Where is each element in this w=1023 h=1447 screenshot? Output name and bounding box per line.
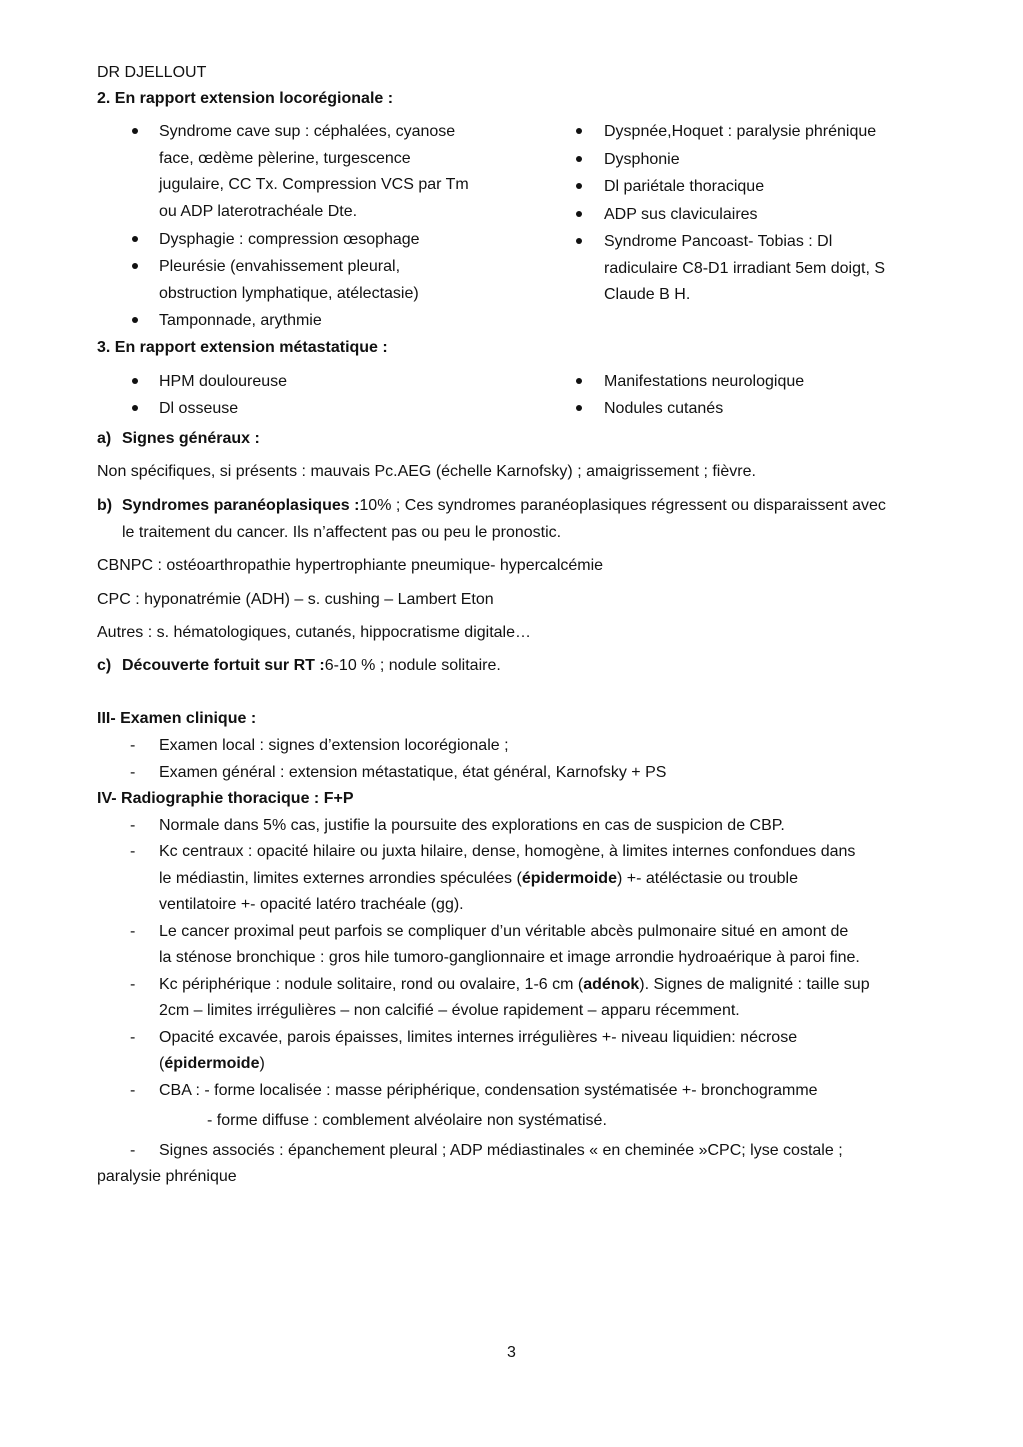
list-item-line: ou ADP laterotrachéale Dte. [159, 203, 358, 220]
dash-marker: - [130, 764, 136, 781]
text-run: Kc périphérique : nodule solitaire, rond ou ovalaire, 1-6 cm ( [159, 976, 584, 993]
list-item-line: ventilatoire +- opacité latéro trachéale (gg). [159, 896, 464, 913]
author-name: DR DJELLOUT [97, 64, 207, 81]
list-item-line: Syndrome Pancoast- Tobias : Dl [604, 233, 833, 250]
text-run: le médiastin, limites externes arrondies spéculées ( [159, 870, 522, 887]
list-item-line: jugulaire, CC Tx. Compression VCS par Tm [159, 176, 469, 193]
dash-marker: - [130, 976, 136, 993]
section-III-title: III- Examen clinique : [97, 710, 257, 727]
signes-generaux-text: Non spécifiques, si présents : mauvais Pc.AEG (échelle Karnofsky) ; amaigrissement ; fièvre. [97, 463, 756, 480]
list-item-line: Pleurésie (envahissement pleural, [159, 258, 401, 275]
list-item-line: ADP sus claviculaires [604, 206, 758, 223]
bullet-icon [576, 183, 582, 189]
dash-marker: - [130, 817, 136, 834]
dash-marker: - [130, 923, 136, 940]
paraneoplasic-text: 10% ; Ces syndromes paranéoplasiques régressent ou disparaissent avec [359, 497, 886, 514]
list-item-line: face, œdème pèlerine, turgescence [159, 150, 411, 167]
item-marker-a: a) [97, 430, 112, 447]
page-number: 3 [507, 1344, 516, 1361]
list-item-line: Dysphonie [604, 151, 680, 168]
section-3-title: 3. En rapport extension métastatique : [97, 339, 388, 356]
text-run: ) +- atéléctasie ou trouble [616, 870, 798, 887]
list-item: Nodules cutanés [604, 400, 724, 417]
bullet-icon [576, 238, 582, 244]
list-item: HPM douloureuse [159, 373, 288, 390]
list-item-line: radiculaire C8-D1 irradiant 5em doigt, S [604, 260, 886, 277]
list-item-line [159, 971, 870, 998]
list-item-line [159, 1050, 265, 1077]
dash-marker: - [130, 1082, 136, 1099]
list-item-line: paralysie phrénique [97, 1168, 237, 1185]
cpc-line: CPC : hyponatrémie (ADH) – s. cushing – Lambert Eton [97, 591, 494, 608]
section-2-title: 2. En rapport extension locorégionale : [97, 90, 394, 107]
bold-term: épidermoide [164, 1055, 260, 1072]
list-item-line: Dl pariétale thoracique [604, 178, 765, 195]
bullet-icon [576, 211, 582, 217]
list-item: Dl osseuse [159, 400, 239, 417]
list-item-line: Signes associés : épanchement pleural ; ADP médiastinales « en cheminée »CPC; lyse costale ; [159, 1142, 843, 1159]
list-item: Examen général : extension métastatique, état général, Karnofsky + PS [159, 764, 667, 781]
bold-term: adénok [583, 976, 640, 993]
list-item-line: la sténose bronchique : gros hile tumoro-ganglionnaire et image arrondie hydroaérique à paroi fine. [159, 949, 860, 966]
autres-line: Autres : s. hématologiques, cutanés, hippocratisme digitale… [97, 624, 532, 641]
list-item-line: Opacité excavée, parois épaisses, limites internes irrégulières +- niveau liquidien: nécrose [159, 1029, 798, 1046]
cbnpc-line: CBNPC : ostéoarthropathie hypertrophiante pneumique- hypercalcémie [97, 557, 604, 574]
list-item-line: Le cancer proximal peut parfois se compliquer d’un véritable abcès pulmonaire situé en amont de [159, 923, 849, 940]
dash-marker: - [130, 1029, 136, 1046]
bold-term: épidermoide [521, 870, 617, 887]
list-item-line: Kc centraux : opacité hilaire ou juxta hilaire, dense, homogène, à limites internes confondues dans [159, 843, 856, 860]
decouverte-paragraph [122, 652, 501, 679]
list-item-line: Claude B H. [604, 286, 691, 303]
list-item-line [159, 865, 798, 892]
bullet-icon [132, 236, 138, 242]
item-marker-c: c) [97, 657, 112, 674]
list-item-line: 2cm – limites irrégulières – non calcifié – évolue rapidement – apparu récemment. [159, 1002, 740, 1019]
paraneoplasic-text-line-2: le traitement du cancer. Ils n’affectent pas ou peu le pronostic. [122, 524, 562, 541]
list-item: Examen local : signes d’extension locorégionale ; [159, 737, 509, 754]
list-item: Manifestations neurologique [604, 373, 805, 390]
list-item-line: obstruction lymphatique, atélectasie) [159, 285, 419, 302]
bullet-icon [132, 128, 138, 134]
paraneoplasic-paragraph [122, 492, 886, 519]
list-item-line: Dyspnée,Hoquet : paralysie phrénique [604, 123, 877, 140]
list-item-line: Tamponnade, arythmie [159, 312, 322, 329]
bullet-icon [132, 378, 138, 384]
bullet-icon [576, 128, 582, 134]
dash-marker: - [130, 737, 136, 754]
section-IV-title: IV- Radiographie thoracique : F+P [97, 790, 354, 807]
signes-generaux-title: Signes généraux : [122, 430, 260, 447]
decouverte-title: Découverte fortuit sur RT : [122, 657, 325, 674]
paraneoplasic-title: Syndromes paranéoplasiques : [122, 497, 360, 514]
list-item-line: Syndrome cave sup : céphalées, cyanose [159, 123, 456, 140]
dash-marker: - [130, 1142, 136, 1159]
text-run: ). Signes de malignité : taille sup [639, 976, 870, 993]
dash-marker: - [130, 843, 136, 860]
list-item-line: CBA : - forme localisée : masse périphérique, condensation systématisée +- bronchogramme [159, 1082, 818, 1099]
text-run: ) [259, 1055, 265, 1072]
item-marker-b: b) [97, 497, 113, 514]
bullet-icon [576, 156, 582, 162]
text-run: ( [159, 1055, 165, 1072]
bullet-icon [576, 378, 582, 384]
list-item-line: Dysphagie : compression œsophage [159, 231, 420, 248]
list-item: Normale dans 5% cas, justifie la poursuite des explorations en cas de suspicion de CBP. [159, 817, 785, 834]
bullet-icon [132, 263, 138, 269]
decouverte-text: 6-10 % ; nodule solitaire. [324, 657, 501, 674]
list-item-line: - forme diffuse : comblement alvéolaire non systématisé. [207, 1112, 607, 1129]
bullet-icon [132, 405, 138, 411]
bullet-icon [576, 405, 582, 411]
bullet-icon [132, 317, 138, 323]
